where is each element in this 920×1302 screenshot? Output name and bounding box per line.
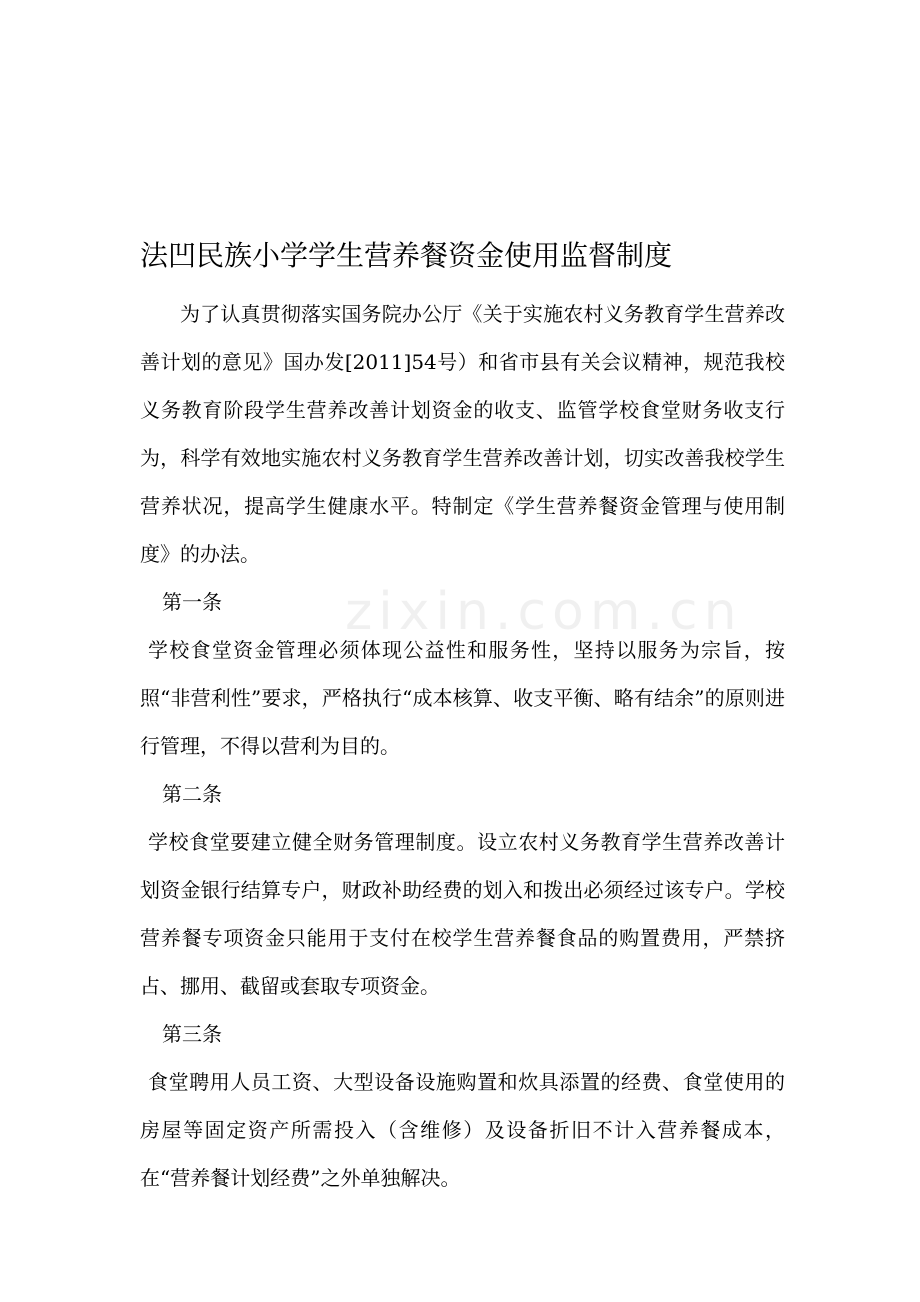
article-1-heading: 第一条	[162, 590, 222, 614]
article-3-heading: 第三条	[162, 1022, 222, 1046]
article-2-body: 学校食堂要建立健全财务管理制度。设立农村义务教育学生营养改善计划资金银行结算专户，财政补助经费的划入和拨出必须经过该专户。学校营养餐专项资金只能用于支付在校学生营养餐食品的购置费用，严禁挤占、挪用、截留或套取专项资金。	[140, 830, 785, 998]
article-3-body: 食堂聘用人员工资、大型设备设施购置和炊具添置的经费、食堂使用的房屋等固定资产所需投入（含维修）及设备折旧不计入营养餐成本，在“营养餐计划经费”之外单独解决。	[140, 1070, 785, 1190]
intro-paragraph: 为了认真贯彻落实国务院办公厅《关于实施农村义务教育学生营养改善计划的意见》国办发[2011]54号）和省市县有关会议精神，规范我校义务教育阶段学生营养改善计划资金的收支、监管学校食堂财务收支行为，科学有效地实施农村义务教育学生营养改善计划，切实改善我校学生营养状况，提高学生健康水平。特制定《学生营养餐资金管理与使用制度》的办法。	[140, 302, 785, 566]
watermark: zixin.com.cn	[345, 582, 743, 642]
document-body	[140, 236, 785, 1202]
article-2-heading: 第二条	[162, 782, 222, 806]
document-title: 法凹民族小学学生营养餐资金使用监督制度	[140, 239, 673, 272]
article-1-body: 学校食堂资金管理必须体现公益性和服务性，坚持以服务为宗旨，按照“非营利性”要求，严格执行“成本核算、收支平衡、略有结余”的原则进行管理，不得以营利为目的。	[140, 638, 785, 758]
